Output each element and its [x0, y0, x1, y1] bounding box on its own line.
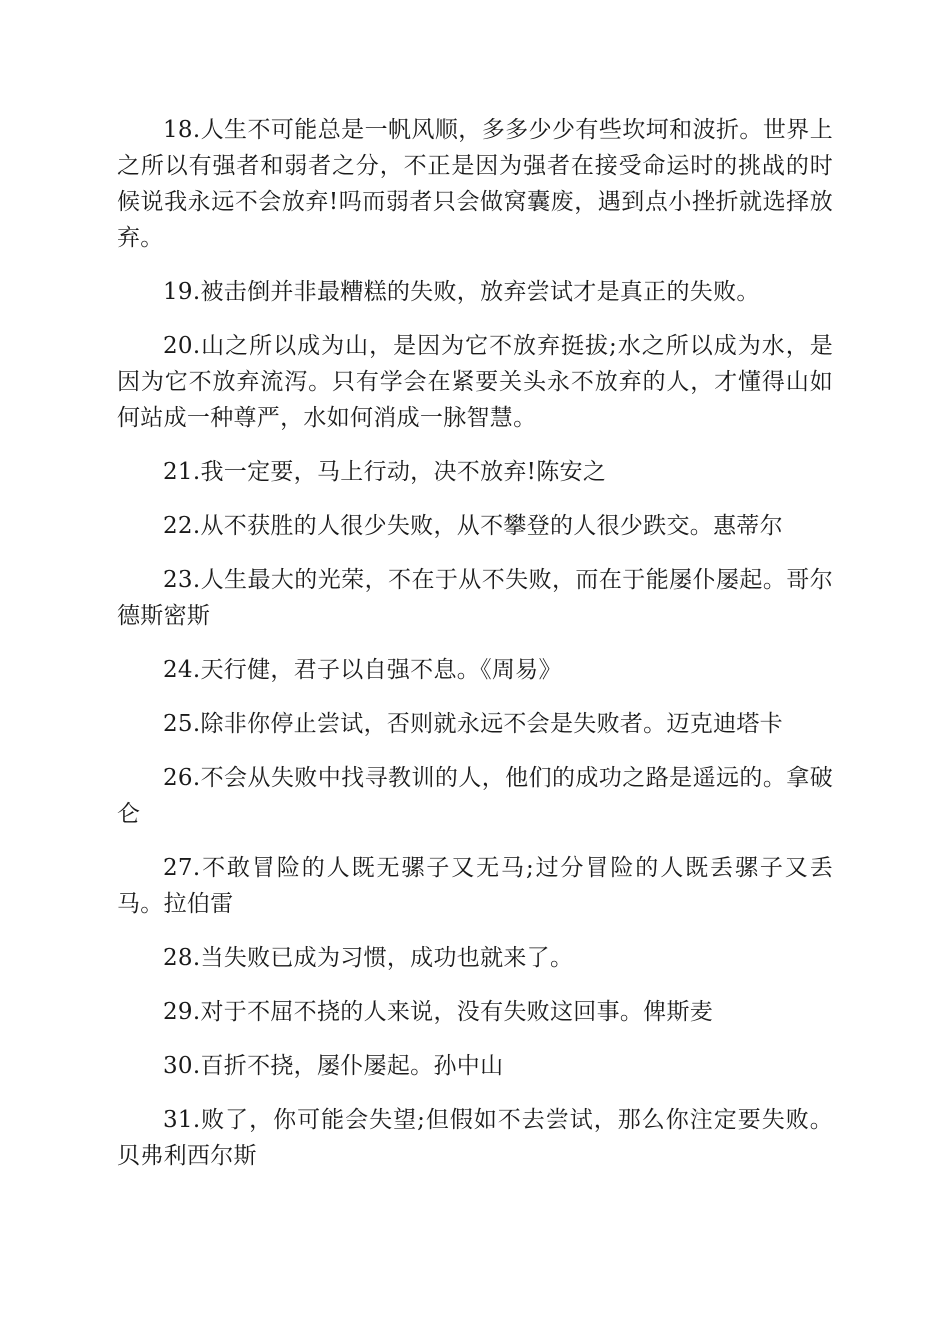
paragraph-27: 27.不敢冒险的人既无骡子又无马;过分冒险的人既丢骡子又丢马。拉伯雷	[117, 855, 833, 917]
paragraph-24: 24.天行健，君子以自强不息。《周易》	[163, 657, 562, 683]
paragraph-26: 26.不会从失败中找寻教训的人，他们的成功之路是遥远的。拿破仑	[117, 765, 833, 827]
paragraph-23: 23.人生最大的光荣，不在于从不失败，而在于能屡仆屡起。哥尔德斯密斯	[117, 567, 833, 629]
paragraph-19: 19.被击倒并非最糟糕的失败，放弃尝试才是真正的失败。	[163, 279, 760, 305]
paragraph-29: 29.对于不屈不挠的人来说，没有失败这回事。俾斯麦	[163, 999, 714, 1025]
paragraph-20: 20.山之所以成为山，是因为它不放弃挺拔;水之所以成为水，是因为它不放弃流泻。只有学会在紧要关头永不放弃的人，才懂得山如何站成一种尊严，水如何消成一脉智慧。	[117, 333, 833, 431]
paragraph-28: 28.当失败已成为习惯，成功也就来了。	[163, 945, 574, 971]
paragraph-21: 21.我一定要，马上行动，决不放弃!陈安之	[163, 459, 607, 485]
paragraph-25: 25.除非你停止尝试，否则就永远不会是失败者。迈克迪塔卡	[163, 711, 783, 737]
document-body	[117, 112, 833, 1192]
paragraph-18: 18.人生不可能总是一帆风顺，多多少少有些坎坷和波折。世界上之所以有强者和弱者之分，不正是因为强者在接受命运时的挑战的时候说我永远不会放弃!吗而弱者只会做窝囊废，遇到点小挫折就选择放弃。	[117, 117, 833, 251]
paragraph-31: 31.败了，你可能会失望;但假如不去尝试，那么你注定要失败。贝弗利西尔斯	[117, 1107, 833, 1169]
paragraph-30: 30.百折不挠，屡仆屡起。孙中山	[163, 1053, 504, 1079]
paragraph-22: 22.从不获胜的人很少失败，从不攀登的人很少跌交。惠蒂尔	[163, 513, 783, 539]
